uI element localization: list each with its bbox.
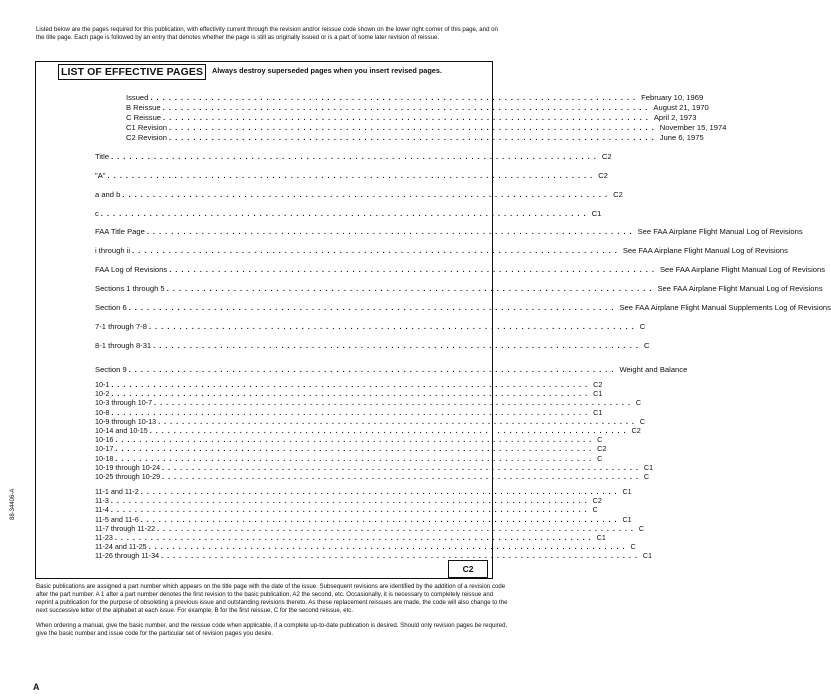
entry-label: 10-16 bbox=[95, 435, 114, 445]
entry-label: C2 Revision bbox=[126, 133, 167, 142]
dot-leader: ................................................................................ bbox=[122, 190, 612, 199]
dot-leader: ................................................................................ bbox=[111, 389, 592, 399]
entry-label: Section 6 bbox=[95, 303, 127, 312]
list-title: LIST OF EFFECTIVE PAGES bbox=[58, 64, 206, 80]
dot-leader: ................................................................................ bbox=[115, 435, 596, 445]
entry-value: C1 bbox=[593, 389, 603, 399]
entry-value: C2 bbox=[598, 171, 608, 180]
entry-label: FAA Title Page bbox=[95, 227, 145, 236]
dot-leader: ................................................................................ bbox=[100, 209, 590, 218]
entry-row bbox=[95, 550, 653, 561]
entry-label: C1 Revision bbox=[126, 123, 167, 132]
dot-leader: ................................................................................ bbox=[166, 284, 656, 293]
entry-value: C1 bbox=[643, 462, 654, 472]
dot-leader: ................................................................................ bbox=[110, 496, 591, 506]
entry-value: C bbox=[638, 523, 645, 533]
side-code: 88-34406-A bbox=[10, 488, 16, 520]
dot-leader: ................................................................................ bbox=[115, 453, 596, 463]
entry-row bbox=[95, 302, 831, 313]
entry-row bbox=[95, 364, 688, 375]
entry-value: C2 bbox=[593, 380, 603, 389]
entry-label: a and b bbox=[95, 190, 121, 199]
entry-label: i through ii bbox=[95, 246, 131, 255]
entry-value: C2 bbox=[592, 496, 602, 506]
entry-value: C bbox=[597, 453, 603, 463]
entry-value: See FAA Airplane Flight Manual Supplements Log of Revisions bbox=[619, 303, 831, 312]
entry-value: C bbox=[643, 472, 650, 481]
entry-label: 11-1 and 11-2 bbox=[95, 487, 139, 496]
entry-label: 10-25 through 10-29 bbox=[95, 472, 161, 481]
entry-value: C1 bbox=[591, 209, 602, 218]
entry-value: August 21, 1970 bbox=[653, 103, 709, 112]
entry-value: C2 bbox=[601, 152, 612, 161]
entry-label: 11-24 and 11-25 bbox=[95, 542, 147, 552]
dot-leader: ................................................................................ bbox=[162, 103, 652, 112]
dot-leader: ................................................................................ bbox=[148, 542, 629, 552]
entry-value: C2 bbox=[597, 444, 607, 454]
entry-value: See FAA Airplane Flight Manual Log of Revisions bbox=[637, 227, 803, 236]
entry-value: See FAA Airplane Flight Manual Log of Revisions bbox=[657, 284, 823, 293]
dot-leader: ................................................................................ bbox=[163, 113, 652, 122]
dot-leader: ................................................................................ bbox=[110, 505, 591, 515]
dot-leader: ................................................................................ bbox=[169, 265, 658, 274]
entry-value: C2 bbox=[631, 426, 641, 435]
instruction-text: Always destroy superseded pages when you insert revised pages. bbox=[212, 66, 442, 75]
entry-label: 11-26 through 11-34 bbox=[95, 551, 160, 561]
entry-label: c bbox=[95, 209, 99, 218]
revision-code-badge: C2 bbox=[448, 560, 488, 578]
dot-leader: ................................................................................ bbox=[158, 416, 638, 426]
dot-leader: ................................................................................ bbox=[140, 514, 621, 524]
entry-value: June 6, 1975 bbox=[659, 133, 704, 142]
dot-leader: ................................................................................ bbox=[154, 398, 634, 408]
entry-label: 11-23 bbox=[95, 533, 113, 542]
dot-leader: ................................................................................ bbox=[153, 341, 642, 350]
entry-value: C1 bbox=[593, 407, 603, 417]
entry-value: C bbox=[643, 341, 650, 350]
entry-label: "A" bbox=[95, 171, 106, 180]
entry-row bbox=[95, 189, 623, 200]
entry-row bbox=[95, 283, 823, 294]
entry-value: C1 bbox=[622, 514, 632, 524]
entry-row bbox=[95, 340, 650, 351]
entry-row bbox=[95, 321, 646, 332]
entry-label: 10-14 and 10-15 bbox=[95, 426, 148, 435]
entry-row bbox=[95, 264, 826, 275]
entry-value: Weight and Balance bbox=[619, 365, 688, 374]
dot-leader: ................................................................................ bbox=[168, 123, 658, 132]
entry-label: Issued bbox=[126, 93, 149, 102]
entry-row bbox=[95, 226, 803, 237]
dot-leader: ................................................................................ bbox=[148, 322, 638, 331]
entry-value: C bbox=[592, 505, 598, 515]
dot-leader: ................................................................................ bbox=[128, 303, 618, 312]
entry-value: C bbox=[639, 322, 646, 331]
note-paragraph-1: Basic publications are assigned a part number which appears on the title page with the date of the issue. Subsequent revisions are identified by the addition of a revision code after the part number. A 1 after a part number denotes the first revision to the basic publication, A2 the second, etc. Occasionally, it is necessary to completely reissue and reprint a publication for the purpose of obsoleting a previous issue and outstanding revisions thereto. As these replacement reissues are made, the code will also change to the next successive letter of the alphabet at each issue. For example, B for the first reissue, C for the second reissue, etc. bbox=[36, 583, 508, 614]
entry-value: See FAA Airplane Flight Manual Log of Revisions bbox=[622, 246, 788, 255]
entry-label: 11-3 bbox=[95, 496, 109, 506]
entry-value: C bbox=[635, 398, 642, 408]
entry-label: 10-8 bbox=[95, 407, 110, 417]
entry-label: 10-9 through 10-13 bbox=[95, 416, 157, 426]
dot-leader: ................................................................................ bbox=[140, 487, 621, 496]
entry-value: C1 bbox=[642, 551, 653, 561]
dot-leader: ................................................................................ bbox=[115, 444, 596, 454]
entry-label: Section 9 bbox=[95, 365, 127, 374]
dot-leader: ................................................................................ bbox=[107, 171, 597, 180]
entry-value: February 10, 1969 bbox=[641, 93, 704, 102]
entry-row bbox=[95, 170, 608, 181]
note-paragraph-2: When ordering a manual, give the basic number, and the reissue code when applicable, if a complete up-to-date publication is desired. Should only revision pages be required, give the basic number and issue code for the particular set of revision pages you desire. bbox=[36, 622, 508, 637]
entry-label: 10-1 bbox=[95, 380, 110, 389]
entry-label: 10-2 bbox=[95, 389, 110, 399]
entry-label: 11-7 through 11-22 bbox=[95, 523, 156, 533]
dot-leader: ................................................................................ bbox=[111, 380, 592, 389]
dot-leader: ................................................................................ bbox=[111, 407, 592, 417]
entry-row bbox=[95, 471, 650, 482]
entry-label: 10-18 bbox=[95, 453, 114, 463]
entry-row bbox=[95, 245, 788, 256]
entry-row bbox=[126, 132, 704, 143]
entry-label: 7-1 through 7-8 bbox=[95, 322, 147, 331]
entry-value: C2 bbox=[613, 190, 623, 199]
entry-value: April 2, 1973 bbox=[653, 113, 697, 122]
entry-label: 8-1 through 8-31 bbox=[95, 341, 152, 350]
dot-leader: ................................................................................ bbox=[168, 133, 658, 142]
dot-leader: ................................................................................ bbox=[161, 551, 641, 561]
entry-row bbox=[95, 208, 602, 219]
entry-value: See FAA Airplane Flight Manual Log of Revisions bbox=[659, 265, 826, 274]
entry-value: November 15, 1974 bbox=[659, 123, 727, 132]
entry-label: 10-17 bbox=[95, 444, 114, 454]
entry-value: C1 bbox=[622, 487, 632, 496]
entry-label: B Reissue bbox=[126, 103, 161, 112]
dot-leader: ................................................................................ bbox=[114, 533, 595, 542]
dot-leader: ................................................................................ bbox=[132, 246, 621, 255]
entry-value: C bbox=[597, 435, 603, 445]
dot-leader: ................................................................................ bbox=[162, 462, 642, 472]
entry-row bbox=[95, 151, 612, 162]
entry-label: Title bbox=[95, 152, 110, 161]
entry-value: C1 bbox=[596, 533, 606, 542]
entry-label: FAA Log of Revisions bbox=[95, 265, 168, 274]
entry-label: 11-4 bbox=[95, 505, 109, 515]
intro-paragraph: Listed below are the pages required for this publication, with effectivity current through the revision and/or reissue code shown on the lower right corner of this page, and on the title page. Each page is followed by an entry that denotes whether the page is still as originally issued or is a part of some later revision of reissue. bbox=[36, 26, 498, 41]
dot-leader: ................................................................................ bbox=[162, 472, 642, 481]
dot-leader: ................................................................................ bbox=[128, 365, 618, 374]
dot-leader: ................................................................................ bbox=[111, 152, 600, 161]
dot-leader: ................................................................................ bbox=[150, 93, 640, 102]
entry-label: 11-5 and 11-6 bbox=[95, 514, 139, 524]
page-letter: A bbox=[33, 682, 40, 692]
entry-label: Sections 1 through 5 bbox=[95, 284, 165, 293]
entry-label: C Reissue bbox=[126, 113, 162, 122]
entry-label: 10-19 through 10-24 bbox=[95, 462, 161, 472]
entry-value: C bbox=[639, 416, 646, 426]
entry-value: C bbox=[630, 542, 636, 552]
dot-leader: ................................................................................ bbox=[146, 227, 636, 236]
entry-label: 10-3 through 10-7 bbox=[95, 398, 153, 408]
dot-leader: ................................................................................ bbox=[149, 426, 630, 435]
dot-leader: ................................................................................ bbox=[157, 523, 637, 533]
